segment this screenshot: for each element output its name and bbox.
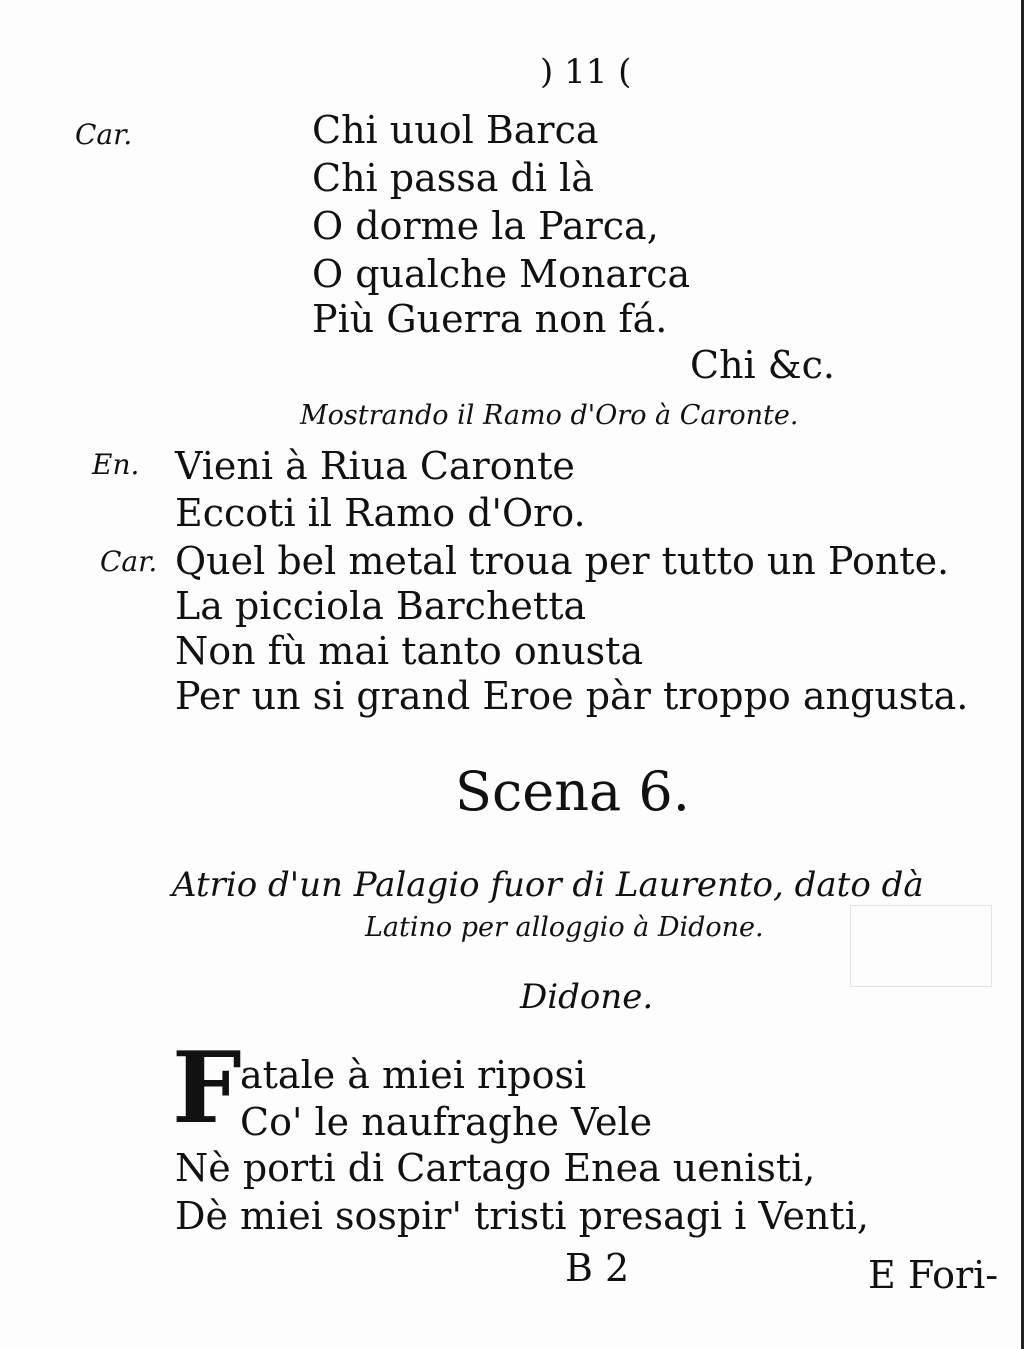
verse-line: Non fù mai tanto onusta xyxy=(175,629,644,673)
verse-line: Vieni à Riua Caronte xyxy=(175,444,575,488)
verse-line: Eccoti il Ramo d'Oro. xyxy=(175,491,586,535)
refrain-line: Chi &c. xyxy=(690,343,835,387)
verse-line: Chi uuol Barca xyxy=(312,108,599,152)
scene-setting: Latino per alloggio à Didone. xyxy=(365,912,764,943)
stage-direction: Mostrando il Ramo d'Oro à Caronte. xyxy=(300,400,799,431)
verse-line: atale à miei riposi xyxy=(240,1053,587,1097)
verse-line: Chi passa di là xyxy=(312,156,594,200)
drop-cap-initial: F xyxy=(172,1031,242,1146)
bleed-through-mark xyxy=(850,905,992,987)
character-heading: Didone. xyxy=(520,977,654,1017)
verse-line: Per un si grand Eroe pàr troppo angusta. xyxy=(175,674,969,718)
verse-line: Più Guerra non fá. xyxy=(312,297,668,341)
scene-title: Scena 6. xyxy=(455,760,690,823)
page-number: ) 11 ( xyxy=(540,52,632,92)
signature-mark: B 2 xyxy=(565,1246,630,1290)
verse-line: Dè miei sospir' tristi presagi i Venti, xyxy=(175,1194,869,1238)
verse-line: Quel bel metal troua per tutto un Ponte. xyxy=(175,539,950,583)
scene-setting: Atrio d'un Palagio fuor di Laurento, dato dà xyxy=(172,865,924,905)
verse-line: La picciola Barchetta xyxy=(175,584,587,628)
speaker-label: En. xyxy=(92,448,140,481)
verse-line: Co' le naufraghe Vele xyxy=(240,1100,653,1144)
verse-line: O dorme la Parca, xyxy=(312,204,659,248)
speaker-label: Car. xyxy=(75,118,133,151)
verse-line: Nè porti di Cartago Enea uenisti, xyxy=(175,1146,816,1190)
speaker-label: Car. xyxy=(100,545,158,578)
verse-line: O qualche Monarca xyxy=(312,252,691,296)
catchword: E Fori- xyxy=(868,1253,999,1297)
